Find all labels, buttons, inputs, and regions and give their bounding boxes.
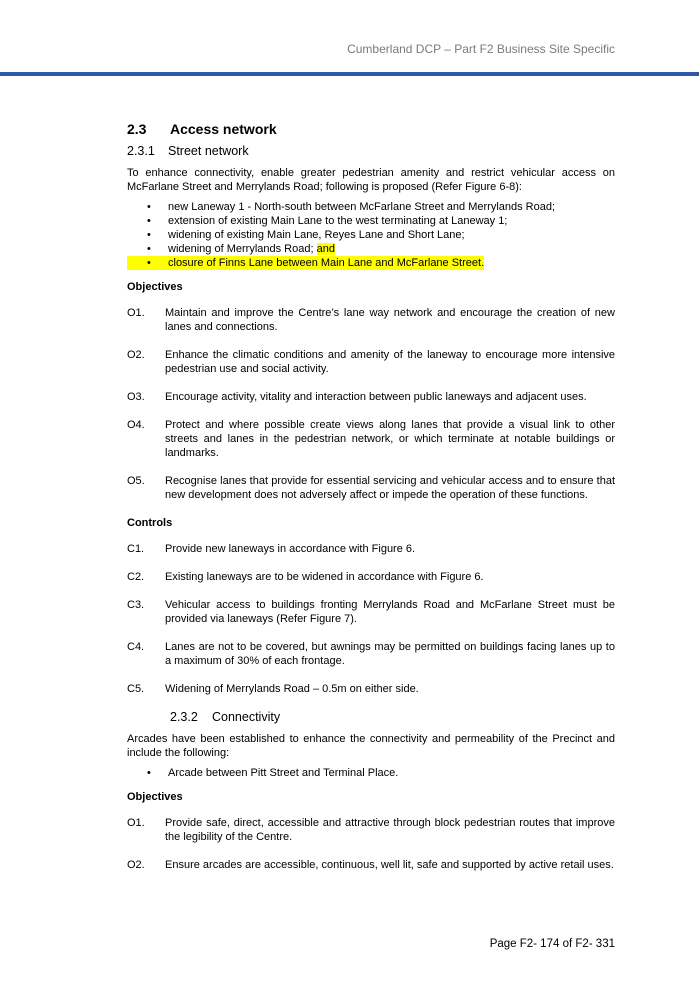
control-item: C2. Existing laneways are to be widened in accordance with Figure 6. [127,571,484,583]
objectives-heading: Objectives [127,791,183,803]
list-item: • widening of existing Main Lane, Reyes Lane and Short Lane; [127,228,615,242]
highlighted-text: and [316,243,335,255]
subsection-number: 2.3.2 [170,710,198,724]
bullet-icon: • [147,767,151,779]
objectives-heading: Objectives [127,281,183,293]
control-item: C1. Provide new laneways in accordance with Figure 6. [127,543,416,555]
subsection-title: Connectivity [212,710,281,724]
objective-item: O1. Maintain and improve the Centre’s lane way network and encourage the creation of new lanes and connections. [127,307,615,333]
header-title: Cumberland DCP – Part F2 Business Site Specific [347,42,615,56]
control-item: C3. Vehicular access to buildings fronting Merrylands Road and McFarlane Street must be provided via laneways (Refer Figure 7). [127,599,615,625]
list-item: • new Laneway 1 - North-south between McFarlane Street and Merrylands Road; [127,200,615,214]
highlighted-text: closure of Finns Lane between Main Lane and McFarlane Street. [168,257,485,269]
page-header [0,0,699,76]
control-item: C4. Lanes are not to be covered, but awnings may be permitted on buildings facing lanes up to a maximum of 30% of each frontage. [127,641,615,667]
page-number: Page F2- 174 of F2- 331 [489,938,615,950]
objective-item: O2. Enhance the climatic conditions and amenity of the laneway to encourage more intensive pedestrian use and social activity. [127,349,615,375]
list-item [127,256,615,270]
list-item: • Arcade between Pitt Street and Terminal Place. [127,766,615,780]
objective-item: O1. Provide safe, direct, accessible and attractive through block pedestrian routes that improve the legibility of the Centre. [127,817,615,843]
subsection-heading-connectivity [170,710,615,724]
section-title: Access network [170,121,277,137]
controls-heading: Controls [127,517,173,529]
section-number: 2.3 [127,121,147,137]
control-item: C5. Widening of Merrylands Road – 0.5m on either side. [127,683,419,695]
page-content [127,122,615,886]
subsection-title: Street network [168,144,249,158]
street-network-bullets [127,200,615,270]
objective-item: O3. Encourage activity, vitality and interaction between public laneways and adjacent uses. [127,391,587,403]
street-network-intro: To enhance connectivity, enable greater pedestrian amenity and restrict vehicular access on McFarlane Street and Merrylands Road; following is proposed (Refer Figure 6-8): [127,167,615,193]
bullet-icon: • [147,215,151,227]
subsection-heading-street-network [127,144,615,158]
objective-item: O5. Recognise lanes that provide for essential servicing and vehicular access and to ensure that new development does not adversely affect or impede the operation of these functions. [127,475,615,501]
bullet-icon: • [127,256,168,270]
section-heading [127,122,615,136]
connectivity-intro: Arcades have been established to enhance the connectivity and permeability of the Precinct and include the following: [127,733,615,759]
subsection-number: 2.3.1 [127,144,155,158]
objective-item: O4. Protect and where possible create views along lanes that provide a visual link to other streets and lanes in the pedestrian network, or which terminate at notable buildings or landmarks. [127,419,615,459]
bullet-icon: • [147,229,151,241]
bullet-icon: • [147,201,151,213]
objective-item: O2. Ensure arcades are accessible, continuous, well lit, safe and supported by active retail uses. [127,859,614,871]
connectivity-bullets [127,766,615,780]
list-item: • extension of existing Main Lane to the west terminating at Laneway 1; [127,214,615,228]
bullet-icon: • [147,243,151,255]
list-item: • widening of Merrylands Road; and [127,242,615,256]
header-rule [0,72,699,76]
